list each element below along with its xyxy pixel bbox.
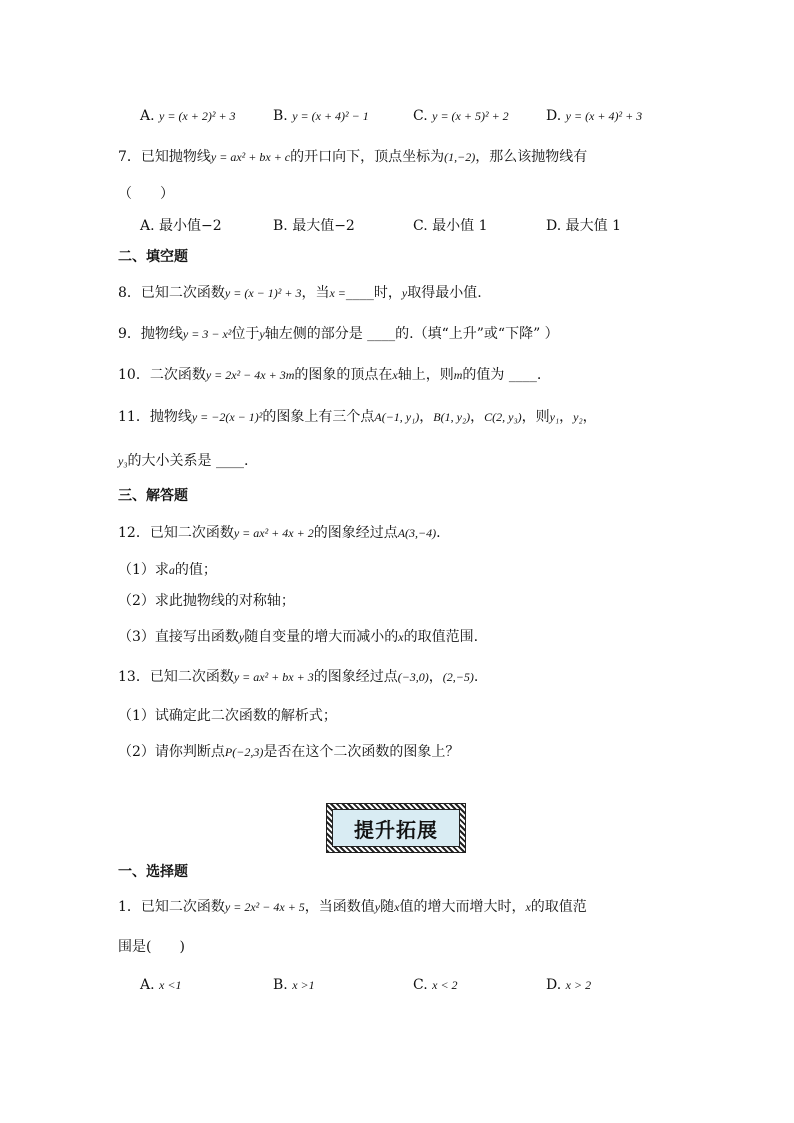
- formula: y = ax² + bx + 3: [233, 670, 314, 684]
- option-value: 最大值 1: [565, 218, 621, 234]
- text: ，: [559, 409, 574, 425]
- question-13-part-2: [118, 742, 459, 762]
- text: 11．抛物线: [118, 409, 192, 425]
- formula: y: [259, 327, 265, 341]
- option-label: A.: [140, 218, 155, 234]
- option-value: 最小值−2: [159, 218, 222, 234]
- text: 的开口向下，顶点坐标为: [290, 149, 445, 165]
- text: 9．抛物线: [118, 326, 183, 342]
- section-banner: [326, 803, 466, 853]
- formula: x: [398, 630, 404, 644]
- question-11: [118, 407, 597, 427]
- option-value: x > 2: [565, 978, 592, 992]
- formula: y = −2(x − 1)²: [191, 410, 263, 424]
- text: 的值；: [174, 562, 217, 578]
- formula: x =: [329, 286, 346, 300]
- formula: (−3,0): [397, 670, 429, 684]
- formula: y = (x − 1)² + 3: [224, 286, 302, 300]
- q6-option-b: [273, 106, 369, 126]
- option-label: B.: [273, 108, 288, 124]
- text: 的图象上有三个点: [262, 409, 375, 425]
- formula: x: [392, 368, 398, 382]
- formula: A(−1, y₁): [374, 410, 420, 424]
- option-label: B.: [273, 218, 288, 234]
- formula: y = ax² + bx + c: [210, 150, 291, 164]
- text: 1．已知二次函数: [118, 899, 225, 915]
- text: 的值为 ____.: [462, 367, 542, 383]
- option-value: y = (x + 4)² − 1: [292, 109, 369, 123]
- question-8: [118, 283, 482, 303]
- text: ，: [582, 409, 597, 425]
- text: ，当函数值: [304, 899, 375, 915]
- option-label: A.: [140, 977, 155, 993]
- question-9: [118, 324, 559, 344]
- formula: y = ax² + 4x + 2: [233, 526, 314, 540]
- text: .: [436, 525, 441, 541]
- formula: y: [374, 900, 381, 914]
- option-label: D.: [546, 977, 562, 993]
- text: 的取值范围.: [403, 629, 479, 645]
- section-answer-title: 三、解答题: [118, 488, 188, 504]
- formula: y₁: [549, 410, 560, 424]
- option-label: D.: [546, 218, 562, 234]
- question-12-part-3: [118, 627, 478, 647]
- text: ，: [470, 409, 485, 425]
- q7-option-d: [546, 216, 621, 236]
- e1-option-b: [273, 975, 315, 995]
- formula: y: [238, 630, 245, 644]
- text: 的图象的顶点在: [294, 367, 393, 383]
- option-value: y = (x + 4)² + 3: [565, 109, 643, 123]
- q6-option-d: [546, 106, 642, 126]
- option-value: y = (x + 5)² + 2: [432, 109, 509, 123]
- formula: B(1, y₂): [433, 410, 471, 424]
- text: 10．二次函数: [118, 367, 206, 383]
- text: 的图象经过点: [313, 525, 398, 541]
- text: （2）请你判断点: [118, 744, 225, 760]
- question-13-part-1: （1）试确定此二次函数的解析式；: [118, 708, 337, 724]
- text: ，当: [301, 285, 330, 301]
- option-label: C.: [413, 108, 428, 124]
- formula: (1,−2): [444, 150, 476, 164]
- option-value: 最小值 1: [432, 218, 488, 234]
- formula: x: [525, 900, 531, 914]
- q6-option-c: [413, 106, 509, 126]
- question-12: [118, 523, 441, 543]
- text: 随: [380, 899, 395, 915]
- text: 是否在这个二次函数的图象上？: [263, 744, 460, 760]
- text: 随自变量的增大而减小的: [244, 629, 399, 645]
- formula: C(2, y₃): [484, 410, 522, 424]
- option-label: D.: [546, 108, 562, 124]
- text: ，: [428, 669, 443, 685]
- text: （1）求: [118, 562, 169, 578]
- option-label: B.: [273, 977, 288, 993]
- q7-option-b: [273, 216, 355, 236]
- text: 轴上，则: [397, 367, 454, 383]
- option-label: C.: [413, 977, 428, 993]
- option-value: y = (x + 2)² + 3: [159, 109, 236, 123]
- e1-option-d: [546, 975, 591, 995]
- banner-title: 提升拓展: [332, 809, 460, 847]
- q7-option-c: [413, 216, 487, 236]
- text: ，则: [521, 409, 550, 425]
- text: 12．已知二次函数: [118, 525, 234, 541]
- text: ____时，: [345, 285, 402, 301]
- question-12-part-2: （2）求此抛物线的对称轴；: [118, 593, 295, 609]
- formula: a: [168, 563, 175, 577]
- formula: y: [401, 286, 408, 300]
- question-12-part-1: [118, 560, 217, 580]
- text: 取得最小值.: [407, 285, 482, 301]
- text: .: [473, 669, 479, 685]
- formula: m: [453, 368, 463, 382]
- formula: (2,−5): [442, 670, 474, 684]
- formula: y = 2x² − 4x + 5: [224, 900, 305, 914]
- question-13: [118, 667, 478, 687]
- formula: y = 3 − x²: [182, 327, 232, 341]
- text: 8．已知二次函数: [118, 285, 225, 301]
- option-value: x < 2: [432, 978, 458, 992]
- text: ，那么该抛物线有: [475, 149, 588, 165]
- text: 的大小关系是 ____.: [127, 453, 249, 469]
- q6-option-a: [140, 106, 236, 126]
- formula: P(−2,3): [224, 745, 264, 759]
- text: 的取值范: [530, 899, 587, 915]
- e1-option-c: [413, 975, 458, 995]
- text: 的图象经过点: [313, 669, 398, 685]
- section-fill-in-title: 二、填空题: [118, 249, 188, 265]
- question-10: [118, 365, 541, 385]
- formula: A(3,−4): [397, 526, 437, 540]
- text: 位于: [231, 326, 260, 342]
- extension-question-1-cont: 围是( ): [118, 939, 185, 955]
- option-value: x <1: [159, 978, 182, 992]
- text: 轴左侧的部分是 ____的.（填“上升”或“下降” ）: [264, 326, 559, 342]
- text: ，: [419, 409, 434, 425]
- question-7: [118, 147, 587, 167]
- formula: y₂: [573, 410, 583, 424]
- option-value: 最大值−2: [292, 218, 355, 234]
- text: 值的增大而增大时，: [399, 899, 526, 915]
- question-11-cont: [118, 451, 248, 471]
- formula: y = 2x² − 4x + 3m: [205, 368, 295, 382]
- section-choice-title: 一、选择题: [118, 864, 188, 880]
- option-label: A.: [140, 108, 155, 124]
- text: 7．已知抛物线: [118, 149, 211, 165]
- formula: x: [394, 900, 400, 914]
- q7-option-a: [140, 216, 222, 236]
- extension-question-1: [118, 897, 587, 917]
- option-value: x >1: [292, 978, 315, 992]
- formula: y₃: [118, 454, 128, 468]
- text: （3）直接写出函数: [118, 629, 239, 645]
- question-7-blank: （ ）: [118, 186, 174, 202]
- option-label: C.: [413, 218, 428, 234]
- text: 13．已知二次函数: [118, 669, 234, 685]
- e1-option-a: [140, 975, 181, 995]
